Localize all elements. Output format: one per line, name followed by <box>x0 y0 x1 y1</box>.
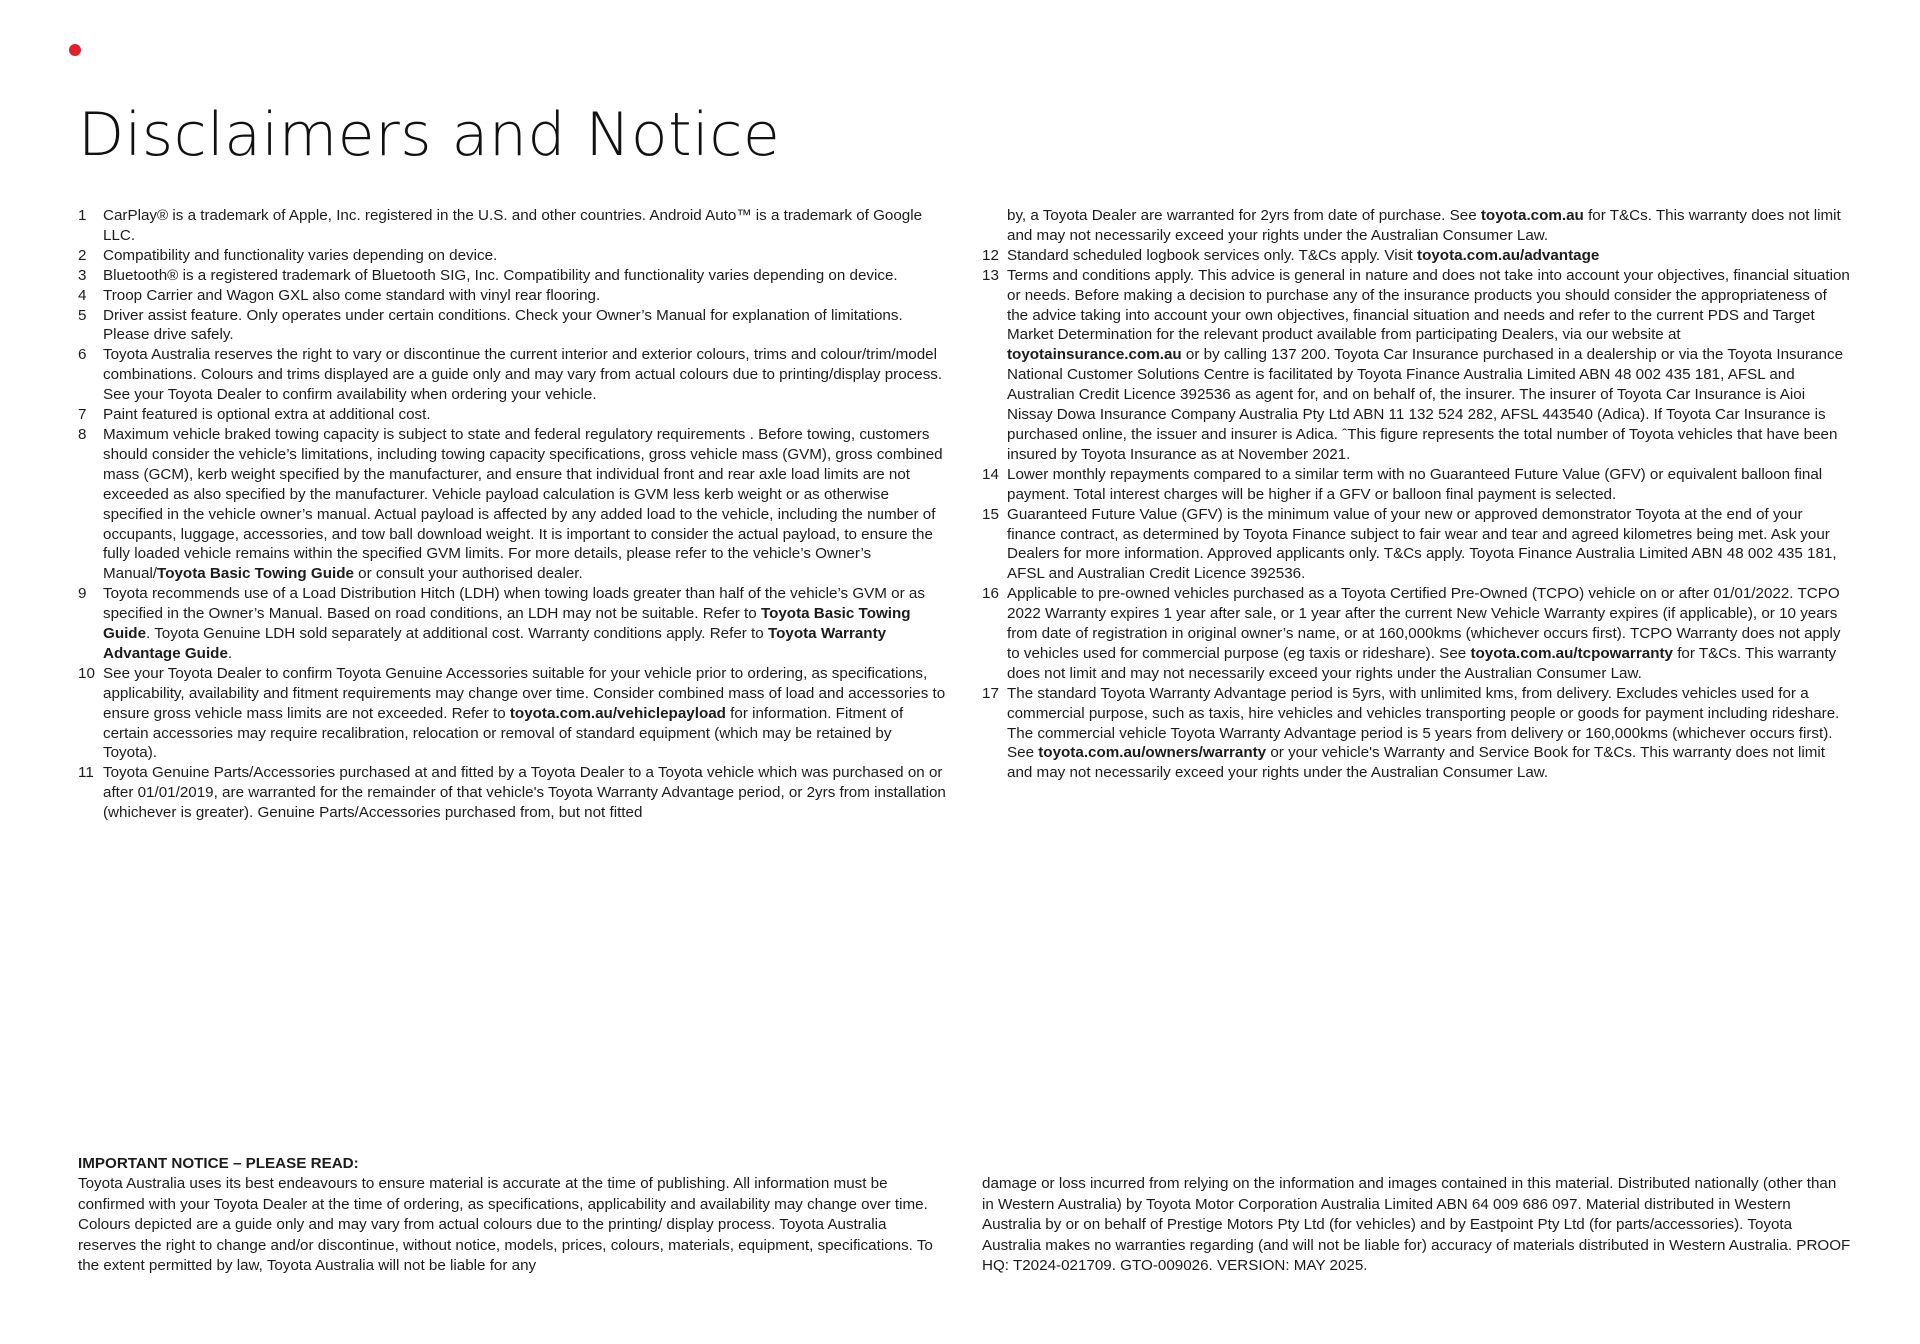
footnote-number: 13 <box>982 266 999 284</box>
footnote-link-text: toyota.com.au <box>1480 207 1584 224</box>
footnote-text-segment: Paint featured is optional extra at additional cost. <box>103 406 431 424</box>
footnote-item <box>982 246 1852 266</box>
footnote-text <box>103 266 948 286</box>
footnote-text-segment: or your vehicle's Warranty and Service Book for T&Cs. This warranty does not limit and may not necessarily exceed your rights under the Australian Consumer Law. <box>1007 744 1825 782</box>
footnote-link-text: toyotainsurance.com.au <box>1007 346 1182 364</box>
footnote-item <box>982 465 1852 505</box>
footnote-text-segment: for T&Cs. This warranty does not limit and may not necessarily exceed your rights under the Australian Consumer Law. <box>1007 644 1837 682</box>
footnote-item <box>78 763 948 823</box>
footnote-text-segment: See your Toyota Dealer to confirm Toyota Genuine Accessories suitable for your vehicle prior to ordering, as specifications, applicability, availability and fitment requirements may change over time. Consider combined mass of load and accessories to ensure gross vehicle mass limits are not exceeded. Refer to <box>103 664 946 722</box>
footnote-text-segment: The standard Toyota Warranty Advantage period is 5yrs, with unlimited kms, from delivery. Excludes vehicles used for a commercial purpose, such as taxis, hire vehicles and vehicles transporting people or goods for payment including rideshare. The commercial vehicle Toyota Warranty Advantage period is 5 years from delivery or 160,000kms (whichever occurs first). See <box>1007 684 1840 762</box>
footnote-item <box>78 425 948 584</box>
footnote-text-segment: Toyota Australia reserves the right to vary or discontinue the current interior and exterior colours, trims and colour/trim/model combinations. Colours and trims displayed are a guide only and may vary from actual colours due to printing/display process. See your Toyota Dealer to confirm availability when ordering your vehicle. <box>103 346 943 404</box>
footnote-link-text: Toyota Basic Towing Guide <box>103 605 911 643</box>
footnote-text <box>1007 266 1852 465</box>
footnote-text <box>103 425 948 584</box>
footnote-number: 6 <box>78 346 87 364</box>
footnote-text-segment: by, a Toyota Dealer are warranted for 2yrs from date of purchase. See <box>1007 207 1481 224</box>
footnote-text <box>103 206 948 246</box>
footnote-number: 1 <box>78 207 87 224</box>
footnote-text <box>103 664 948 764</box>
footnote-text-segment: Toyota recommends use of a Load Distribution Hitch (LDH) when towing loads greater than half of the vehicle’s GVM or as specified in the Owner’s Manual. Based on road conditions, an LDH may not be suitable. Refer to <box>103 585 925 623</box>
footnote-text <box>103 345 948 405</box>
footnote-text-segment: for information. Fitment of certain accessories may require recalibration, relocation or removal of standard equipment (which may be retained by Toyota). <box>103 704 904 762</box>
footnote-number: 4 <box>78 286 87 304</box>
page-title: Disclaimers and Notice <box>78 100 781 170</box>
footnote-item <box>982 266 1852 465</box>
footnote-text <box>1007 505 1852 585</box>
footnote-number: 3 <box>78 266 87 284</box>
footnote-text-segment: Bluetooth® is a registered trademark of Bluetooth SIG, Inc. Compatibility and functionality varies depending on device. <box>103 266 898 284</box>
important-notice-left: Toyota Australia uses its best endeavours to ensure material is accurate at the time of publishing. All information must be confirmed with your Toyota Dealer at the time of ordering, as specifications, applicability and availability may change over time. Colours depicted are a guide only and may vary from actual colours due to the printing/ display process. Toyota Australia reserves the right to change and/or discontinue, without notice, models, prices, colours, materials, equipment, specifications. To the extent permitted by law, Toyota Australia will not be liable for any <box>78 1175 933 1275</box>
footnote-link-text: toyota.com.au/vehiclepayload <box>509 704 726 722</box>
footnote-item <box>78 345 948 405</box>
footnote-link-text: toyota.com.au/owners/warranty <box>1038 744 1267 762</box>
footnote-text <box>103 405 948 425</box>
footnote-text-segment: Troop Carrier and Wagon GXL also come standard with vinyl rear flooring. <box>103 286 601 304</box>
footnote-number: 8 <box>78 425 87 443</box>
footnote-item <box>78 405 948 425</box>
footnote-text <box>103 246 948 266</box>
footnote-text-segment: CarPlay® is a trademark of Apple, Inc. registered in the U.S. and other countries. Android Auto™ is a trademark of Google LLC. <box>103 207 923 244</box>
footnote-text-segment: Standard scheduled logbook services only. T&Cs apply. Visit <box>1007 246 1418 264</box>
footnote-text-segment: Toyota Genuine Parts/Accessories purchased at and fitted by a Toyota Dealer to a Toyota vehicle which was purchased on or after 01/01/2019, are warranted for the remainder of that vehicle's Toyota Warranty Advantage period, or 2yrs from installation (whichever is greater). Genuine Parts/Accessories purchased from, but not fitted <box>103 764 946 822</box>
footnote-text <box>103 584 948 664</box>
footnote-text-segment: . <box>227 644 233 662</box>
footnote-text-segment: Lower monthly repayments compared to a similar term with no Guaranteed Future Value (GFV) or equivalent balloon final payment. Total interest charges will be higher if a GFV or balloon final payment is selected. <box>1007 465 1823 503</box>
important-notice-right: damage or loss incurred from relying on the information and images contained in this material. Distributed nationally (other than in Western Australia) by Toyota Motor Corporation Australia Limited ABN 64 009 686 097. Material distributed in Western Australia by or on behalf of Prestige Motors Pty Ltd (for vehicles) and by Eastpoint Pty Ltd (for parts/accessories). Toyota Australia makes no warranties regarding (and will not be liable for) accuracy of materials distributed in Western Australia. PROOF HQ: T2024-021709. GTO-009026. VERSION: MAY 2025. <box>982 1175 1851 1275</box>
footnote-number: 5 <box>78 306 87 324</box>
footnote-text <box>1007 206 1852 246</box>
footnote-text-segment: Driver assist feature. Only operates under certain conditions. Check your Owner’s Manual for explanation of limitations. Please drive safely. <box>103 306 903 344</box>
footnote-number: 10 <box>78 664 95 682</box>
footnote-text <box>103 286 948 306</box>
important-notice-heading: IMPORTANT NOTICE – PLEASE READ: <box>78 1155 359 1172</box>
footnote-number: 2 <box>78 246 87 264</box>
footnote-number: 17 <box>982 684 999 702</box>
footnote-text-segment: Applicable to pre-owned vehicles purchased as a Toyota Certified Pre-Owned (TCPO) vehicle on or after 01/01/2022. TCPO 2022 Warranty expires 1 year after sale, or 1 year after the current New Vehicle Warranty expires (if applicable), or 10 years from date of registration in original owner’s name, or at 160,000kms (whichever occurs first). TCPO Warranty does not apply to vehicles used for commercial purpose (eg taxis or rideshare). See <box>1007 585 1841 662</box>
footnote-item <box>78 664 948 764</box>
footnote-item <box>78 306 948 346</box>
footnote-text-segment: for T&Cs. This warranty does not limit and may not necessarily exceed your rights under the Australian Consumer Law. <box>1007 207 1841 244</box>
footnote-text <box>103 763 948 823</box>
footnote-item <box>982 206 1852 246</box>
footnote-item <box>982 505 1852 585</box>
footnote-text-segment: Guaranteed Future Value (GFV) is the minimum value of your new or approved demonstrator Toyota at the end of your finance contract, as determined by Toyota Finance subject to fair wear and tear and agreed kilometres being met. Ask your Dealers for more information. Approved applicants only. T&Cs apply. Toyota Finance Australia Limited ABN 48 002 435 181, AFSL and Australian Credit Licence 392536. <box>1007 505 1837 583</box>
footnotes-left-column <box>78 206 948 823</box>
footnote-number: 9 <box>78 585 87 603</box>
footnote-item <box>982 584 1852 684</box>
footnote-number: 16 <box>982 585 999 603</box>
footnote-number: 7 <box>78 406 87 424</box>
footnote-text-segment: Maximum vehicle braked towing capacity is subject to state and federal regulatory requirements . Before towing, customers should consider the vehicle’s limitations, including towing capacity specifications, gross vehicle mass (GVM), gross combined mass (GCM), kerb weight specified by the manufacturer, and ensure that individual front and rear axle load limits are not exceeded as also specified by the manufacturer. Vehicle payload calculation is GVM less kerb weight or as otherwise specified in the vehicle owner’s manual. Actual payload is affected by any added load to the vehicle, including the number of occupants, luggage, accessories, and tow ball download weight. It is important to consider the actual payload, to ensure the fully loaded vehicle remains within the specified GVM limits. For more details, please refer to the vehicle’s Owner’s Manual/ <box>103 425 943 583</box>
footnote-item <box>78 584 948 664</box>
footnote-text-segment: Terms and conditions apply. This advice is general in nature and does not take into account your objectives, financial situation or needs. Before making a decision to purchase any of the insurance products you should consider the appropriateness of the advice taking into account your own objectives, financial situation and needs and refer to the current PDS and Target Market Determination for the relevant product available from participating Dealers, via our website at <box>1007 266 1850 344</box>
footnote-text <box>1007 246 1852 266</box>
footnote-text-segment: or consult your authorised dealer. <box>353 565 583 583</box>
footnote-number: 11 <box>78 764 94 782</box>
footnote-text <box>1007 584 1852 684</box>
footnotes-right-column <box>982 206 1852 783</box>
footnote-link-text: toyota.com.au/tcpowarranty <box>1470 644 1673 662</box>
footnote-number: 14 <box>982 465 999 483</box>
footnote-text <box>1007 465 1852 505</box>
footnote-text <box>1007 684 1852 784</box>
footnote-text-segment: Compatibility and functionality varies depending on device. <box>103 246 498 264</box>
footnote-link-text: Toyota Warranty Advantage Guide <box>103 625 887 662</box>
footnote-text-segment: or by calling 137 200. Toyota Car Insurance purchased in a dealership or via the Toyota Insurance National Customer Solutions Centre is facilitated by Toyota Finance Australia Limited ABN 48 002 435 181, AFSL and Australian Credit Licence 392536 as agent for, and on behalf of, the insurer. The insurer of Toyota Car Insurance is Aioi Nissay Dowa Insurance Company Australia Pty Ltd ABN 11 132 524 282, AFSL 443540 (Adica). If Toyota Car Insurance is purchased online, the issuer and insurer is Adica. ˆThis figure represents the total number of Toyota vehicles that have been insured by Toyota Insurance as at November 2021. <box>1007 346 1844 463</box>
footnote-link-text: Toyota Basic Towing Guide <box>157 565 354 583</box>
footnote-text <box>103 306 948 346</box>
footnote-link-text: toyota.com.au/advantage <box>1417 246 1600 264</box>
footnote-item <box>78 286 948 306</box>
footnote-text-segment: . Toyota Genuine LDH sold separately at additional cost. Warranty conditions apply. Refer to <box>146 625 768 643</box>
footnote-item <box>78 206 948 246</box>
footnote-item <box>982 684 1852 784</box>
brand-dot-icon <box>69 44 81 56</box>
footnote-item <box>78 266 948 286</box>
footnote-item <box>78 246 948 266</box>
footnote-number: 15 <box>982 505 999 523</box>
footnote-number: 12 <box>982 246 999 264</box>
